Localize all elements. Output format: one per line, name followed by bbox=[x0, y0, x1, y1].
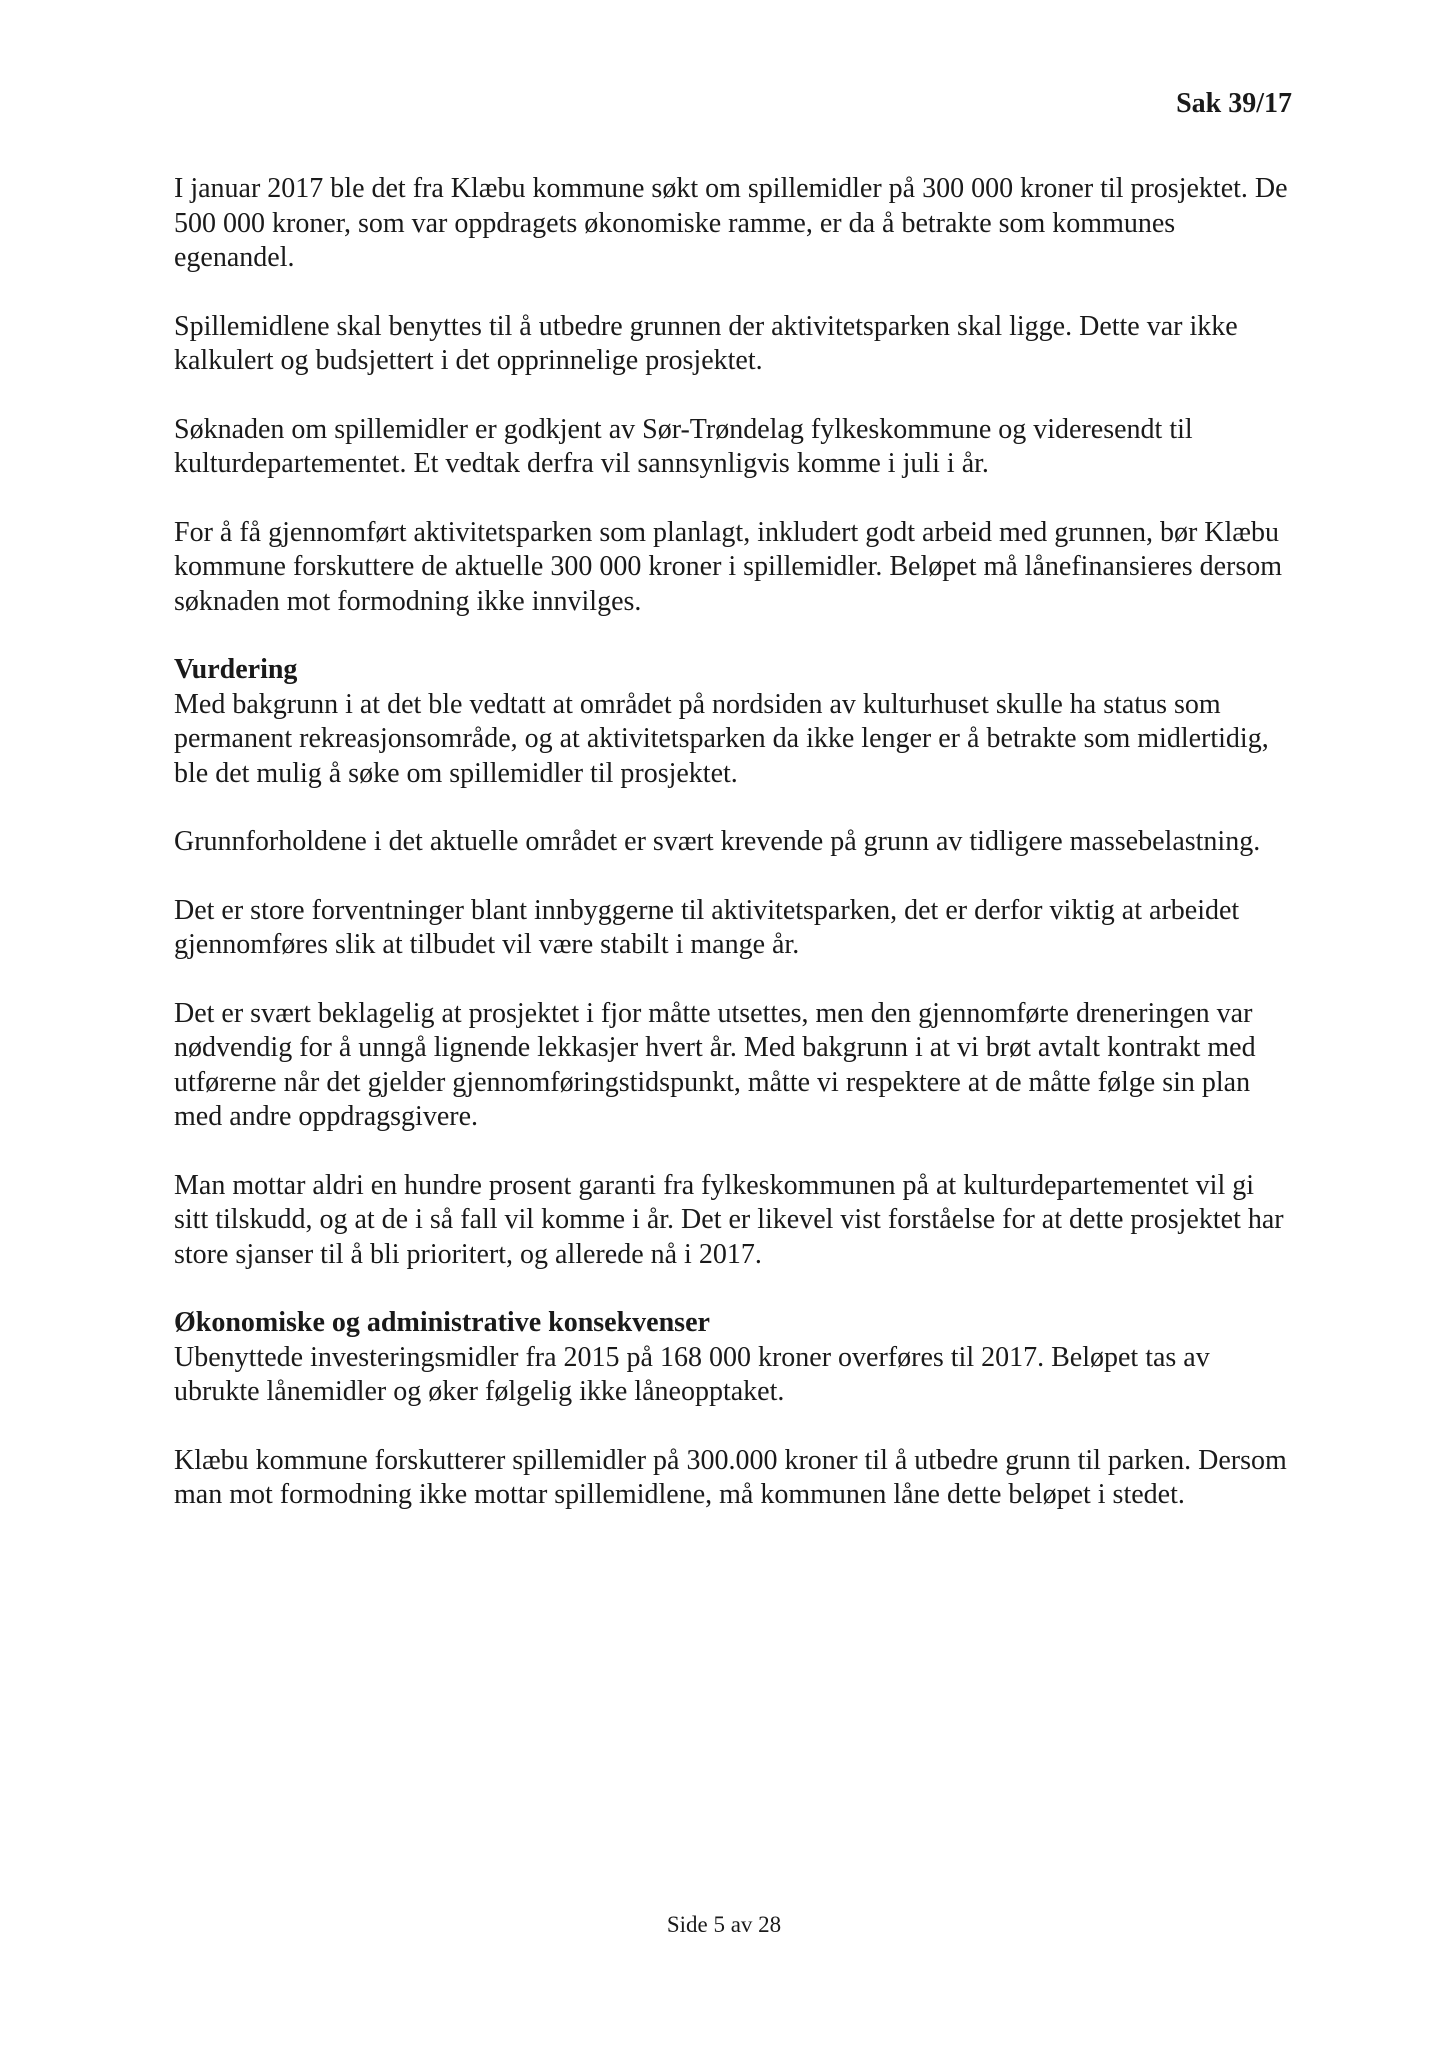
case-number: Sak 39/17 bbox=[1176, 88, 1292, 119]
body-paragraph-2: Spillemidlene skal benyttes til å utbedre grunnen der aktivitetsparken skal ligge. Dette var ikke kalkulert og budsjettert i det opprinnelige prosjektet. bbox=[174, 310, 1238, 376]
vurdering-paragraph-1: Med bakgrunn i at det ble vedtatt at området på nordsiden av kulturhuset skulle ha status som permanent rekreasjonsområde, og at aktivitetsparken da ikke lenger er å betrakte som midlertidig, ble det mulig å søke om spillemidler til prosjektet. bbox=[174, 688, 1269, 789]
vurdering-paragraph-4: Det er svært beklagelig at prosjektet i fjor måtte utsettes, men den gjennomførte dreneringen var nødvendig for å unngå lignende lekkasjer hvert år. Med bakgrunn i at vi brøt avtalt kontrakt med utførerne når det gjelder gjennomføringstidspunkt, måtte vi respektere at de måtte følge sin plan med andre oppdragsgivere. bbox=[174, 997, 1256, 1132]
vurdering-paragraph-5: Man mottar aldri en hundre prosent garanti fra fylkeskommunen på at kulturdepartementet vil gi sitt tilskudd, og at de i så fall vil komme i år. Det er likevel vist forståelse for at dette prosjektet har store sjanser til å bli prioritert, og allerede nå i 2017. bbox=[174, 1169, 1284, 1270]
section-heading-konsekvenser: Økonomiske og administrative konsekvenser bbox=[174, 1307, 710, 1338]
section-heading-vurdering: Vurdering bbox=[174, 654, 298, 685]
page-number: Side 5 av 28 bbox=[666, 1912, 782, 1937]
body-paragraph-1: I januar 2017 ble det fra Klæbu kommune søkt om spillemidler på 300 000 kroner til prosjektet. De 500 000 kroner, som var oppdragets økonomiske ramme, er da å betrakte som kommunes egenandel. bbox=[174, 173, 1288, 273]
konsekvenser-paragraph-1: Ubenyttede investeringsmidler fra 2015 på 168 000 kroner overføres til 2017. Beløpet tas av ubrukte lånemidler og øker følgelig ikke låneopptaket. bbox=[174, 1341, 1210, 1407]
konsekvenser-paragraph-2: Klæbu kommune forskutterer spillemidler på 300.000 kroner til å utbedre grunn til parken. Dersom man mot formodning ikke mottar spillemidlene, må kommunen låne dette beløpet i stedet. bbox=[174, 1444, 1287, 1510]
vurdering-paragraph-2: Grunnforholdene i det aktuelle området er svært krevende på grunn av tidligere massebelastning. bbox=[174, 826, 1261, 857]
body-paragraph-4: For å få gjennomført aktivitetsparken som planlagt, inkludert godt arbeid med grunnen, bør Klæbu kommune forskuttere de aktuelle 300 000 kroner i spillemidler. Beløpet må lånefinansieres dersom søknaden mot formodning ikke innvilges. bbox=[174, 516, 1283, 617]
document-body bbox=[174, 172, 1294, 1547]
vurdering-paragraph-3: Det er store forventninger blant innbyggerne til aktivitetsparken, det er derfor viktig at arbeidet gjennomføres slik at tilbudet vil være stabilt i mange år. bbox=[174, 894, 1240, 960]
body-paragraph-3: Søknaden om spillemidler er godkjent av Sør-Trøndelag fylkeskommune og videresendt til kulturdepartementet. Et vedtak derfra vil sannsynligvis komme i juli i år. bbox=[174, 413, 1193, 479]
